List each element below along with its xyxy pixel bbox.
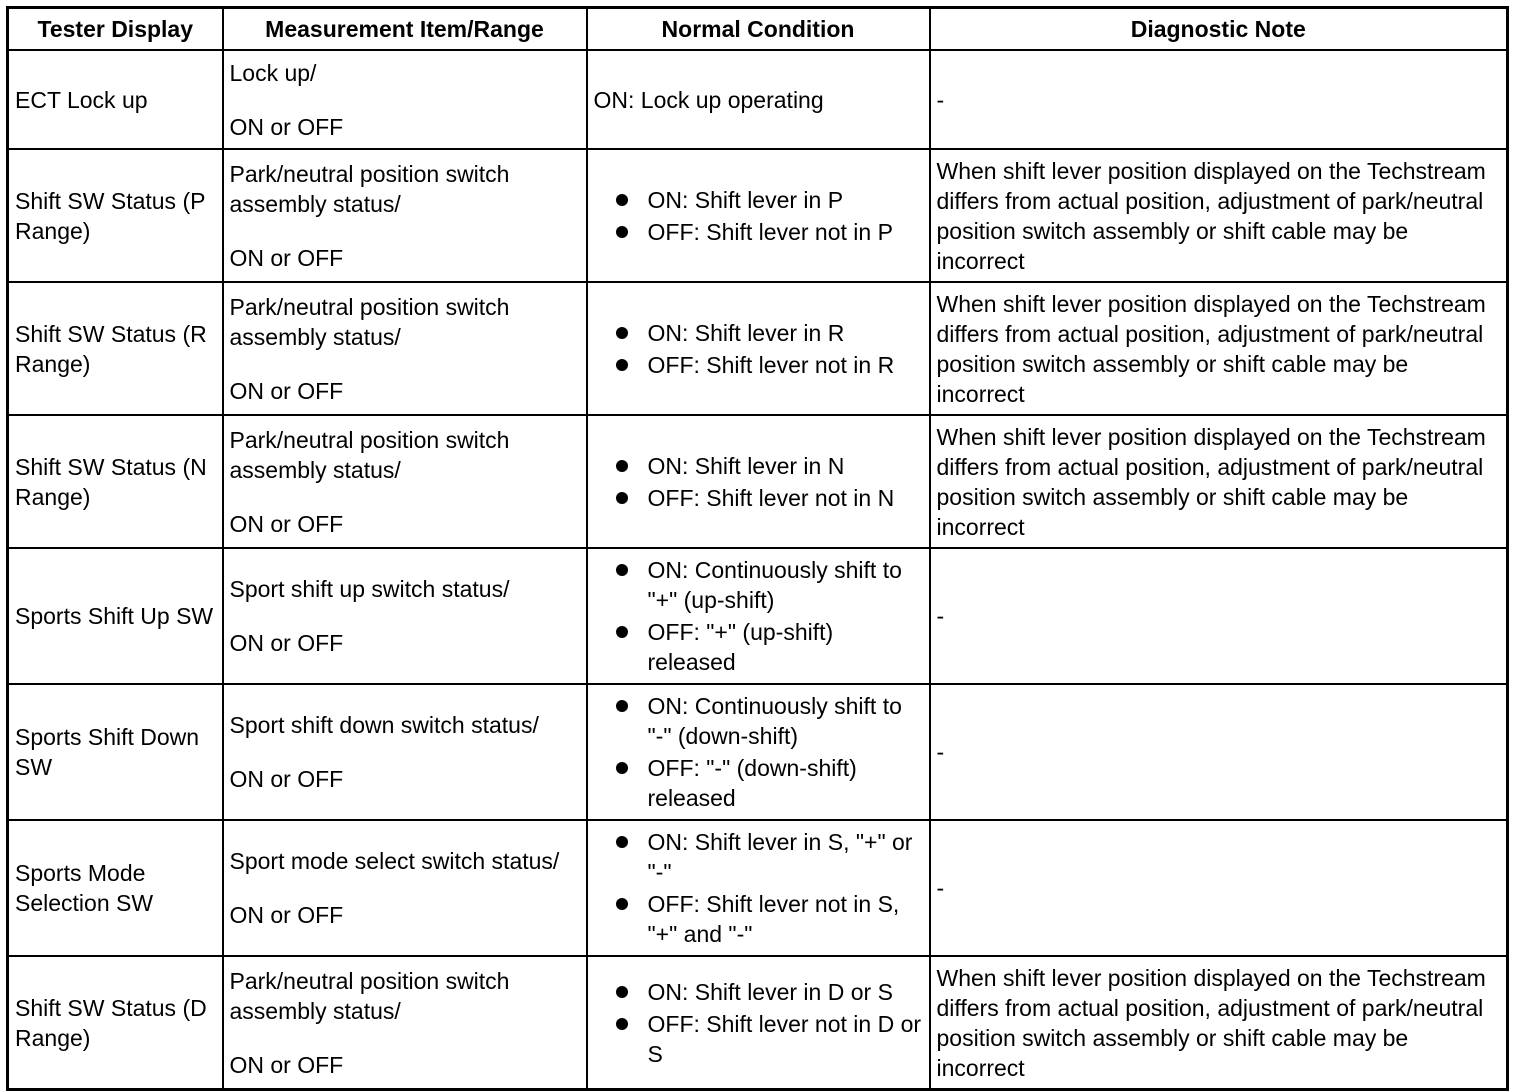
measurement-range-text: ON or OFF (229, 377, 344, 404)
measurement-range-text: ON or OFF (229, 766, 344, 792)
bullet-icon (616, 564, 628, 576)
normal-condition-list (594, 977, 923, 1069)
normal-condition-cell (587, 50, 930, 149)
measurement-spacer (230, 1026, 580, 1050)
normal-condition-text: ON: Shift lever in P (647, 186, 844, 213)
measurement-item-text: Park/neutral position switch assembly status/ (229, 967, 510, 1024)
diagnostic-note-text: When shift lever position displayed on the Techstream differs from actual position, adjustment of park/neutral position switch assembly or shift cable may be incorrect (936, 423, 1486, 540)
normal-condition-list (594, 318, 923, 380)
tester-display-cell: ECT Lock up (8, 50, 223, 149)
diagnostic-note-text: When shift lever position displayed on the Techstream differs from actual position, adjustment of park/neutral position switch assembly or shift cable may be incorrect (936, 964, 1486, 1081)
normal-condition-list (594, 185, 923, 247)
measurement-item-text: Lock up/ (229, 59, 317, 86)
normal-condition-text: ON: Continuously shift to "-" (down-shift) (647, 693, 902, 749)
list-item (616, 217, 923, 247)
table-row (8, 956, 1508, 1090)
normal-condition-text: OFF: Shift lever not in N (647, 484, 895, 511)
table-row (8, 548, 1508, 684)
measurement-item-cell (223, 282, 587, 415)
measurement-spacer (230, 876, 580, 900)
header-normal-condition: Normal Condition (587, 8, 930, 51)
data-list-table-container (6, 6, 1506, 1080)
header-measurement-item: Measurement Item/Range (223, 8, 587, 51)
header-tester-display: Tester Display (8, 8, 223, 51)
measurement-range-text: ON or OFF (229, 1051, 344, 1078)
bullet-icon (616, 986, 628, 998)
list-item (616, 350, 923, 380)
normal-condition-list (594, 451, 923, 513)
measurement-item-cell (223, 548, 587, 684)
bullet-icon (616, 762, 628, 774)
header-diagnostic-note: Diagnostic Note (930, 8, 1508, 51)
bullet-icon (616, 194, 628, 206)
measurement-range-text: ON or OFF (229, 510, 344, 537)
diagnostic-note-cell (930, 956, 1508, 1090)
normal-condition-list (594, 691, 923, 813)
diagnostic-note-text: When shift lever position displayed on the Techstream differs from actual position, adjustment of park/neutral position switch assembly or shift cable may be incorrect (936, 290, 1486, 407)
list-item (616, 555, 923, 615)
normal-condition-text: OFF: "-" (down-shift) released (647, 755, 857, 811)
list-item (616, 977, 923, 1007)
normal-condition-cell (587, 684, 930, 820)
measurement-item-text: Park/neutral position switch assembly status/ (229, 160, 510, 217)
table-row (8, 50, 1508, 149)
bullet-icon (616, 226, 628, 238)
bullet-icon (616, 359, 628, 371)
bullet-icon (616, 327, 628, 339)
list-item (616, 753, 923, 813)
measurement-range-text: ON or OFF (229, 113, 344, 140)
diagnostic-note-text: - (936, 86, 945, 113)
normal-condition-cell (587, 548, 930, 684)
normal-condition-text: OFF: Shift lever not in R (647, 351, 895, 378)
diagnostic-note-cell (930, 415, 1508, 548)
table-row (8, 684, 1508, 820)
measurement-item-text: Sport shift up switch status/ (229, 576, 510, 602)
diagnostic-note-cell (930, 684, 1508, 820)
tester-display-cell: Shift SW Status (D Range) (8, 956, 223, 1090)
data-list-table (6, 6, 1509, 1091)
tester-display-cell: Shift SW Status (R Range) (8, 282, 223, 415)
measurement-item-text: Park/neutral position switch assembly status/ (229, 293, 510, 350)
measurement-spacer (230, 604, 580, 628)
measurement-item-cell (223, 149, 587, 282)
normal-condition-cell (587, 415, 930, 548)
list-item (616, 889, 923, 949)
bullet-icon (616, 1018, 628, 1030)
diagnostic-note-text: When shift lever position displayed on the Techstream differs from actual position, adjustment of park/neutral position switch assembly or shift cable may be incorrect (936, 157, 1486, 274)
measurement-item-text: Sport shift down switch status/ (229, 712, 539, 738)
normal-condition-text: ON: Continuously shift to "+" (up-shift) (647, 557, 902, 613)
bullet-icon (616, 460, 628, 472)
bullet-icon (616, 700, 628, 712)
diagnostic-note-cell (930, 149, 1508, 282)
measurement-item-cell (223, 50, 587, 149)
tester-display-cell: Shift SW Status (N Range) (8, 415, 223, 548)
normal-condition-list (594, 555, 923, 677)
list-item (616, 691, 923, 751)
normal-condition-cell (587, 820, 930, 956)
measurement-item-cell (223, 415, 587, 548)
normal-condition-text: ON: Shift lever in R (647, 319, 845, 346)
list-item (616, 451, 923, 481)
measurement-spacer (230, 88, 580, 112)
measurement-item-text: Sport mode select switch status/ (229, 848, 560, 874)
measurement-item-text: Park/neutral position switch assembly status/ (229, 426, 510, 483)
table-row (8, 820, 1508, 956)
normal-condition-text: OFF: Shift lever not in P (647, 218, 893, 245)
list-item (616, 1009, 923, 1069)
diagnostic-note-text: - (936, 875, 945, 901)
measurement-range-text: ON or OFF (229, 244, 344, 271)
diagnostic-note-cell (930, 548, 1508, 684)
list-item (616, 483, 923, 513)
normal-condition-text: ON: Shift lever in D or S (647, 978, 893, 1005)
measurement-range-text: ON or OFF (229, 630, 344, 656)
table-row (8, 282, 1508, 415)
tester-display-cell: Shift SW Status (P Range) (8, 149, 223, 282)
diagnostic-note-cell (930, 50, 1508, 149)
measurement-spacer (230, 740, 580, 764)
diagnostic-note-cell (930, 820, 1508, 956)
measurement-range-text: ON or OFF (229, 902, 344, 928)
normal-condition-cell (587, 149, 930, 282)
diagnostic-note-cell (930, 282, 1508, 415)
normal-condition-text: ON: Shift lever in N (647, 452, 845, 479)
measurement-spacer (230, 485, 580, 509)
measurement-spacer (230, 352, 580, 376)
normal-condition-text: ON: Shift lever in S, "+" or "-" (647, 829, 913, 885)
bullet-icon (616, 626, 628, 638)
tester-display-cell: Sports Shift Down SW (8, 684, 223, 820)
list-item (616, 617, 923, 677)
diagnostic-note-text: - (936, 603, 945, 629)
normal-condition-cell (587, 282, 930, 415)
tester-display-cell: Sports Mode Selection SW (8, 820, 223, 956)
normal-condition-text: OFF: "+" (up-shift) released (647, 619, 834, 675)
normal-condition-list (594, 827, 923, 949)
diagnostic-note-text: - (936, 739, 945, 765)
list-item (616, 827, 923, 887)
tester-display-cell: Sports Shift Up SW (8, 548, 223, 684)
measurement-item-cell (223, 820, 587, 956)
bullet-icon (616, 836, 628, 848)
header-row (8, 8, 1508, 51)
measurement-item-cell (223, 956, 587, 1090)
list-item (616, 185, 923, 215)
list-item (616, 318, 923, 348)
measurement-item-cell (223, 684, 587, 820)
bullet-icon (616, 898, 628, 910)
table-row (8, 149, 1508, 282)
normal-condition-text: ON: Lock up operating (593, 86, 824, 113)
normal-condition-text: OFF: Shift lever not in D or S (647, 1010, 922, 1067)
measurement-spacer (230, 219, 580, 243)
table-row (8, 415, 1508, 548)
normal-condition-cell (587, 956, 930, 1090)
normal-condition-text: OFF: Shift lever not in S, "+" and "-" (647, 891, 900, 947)
bullet-icon (616, 492, 628, 504)
